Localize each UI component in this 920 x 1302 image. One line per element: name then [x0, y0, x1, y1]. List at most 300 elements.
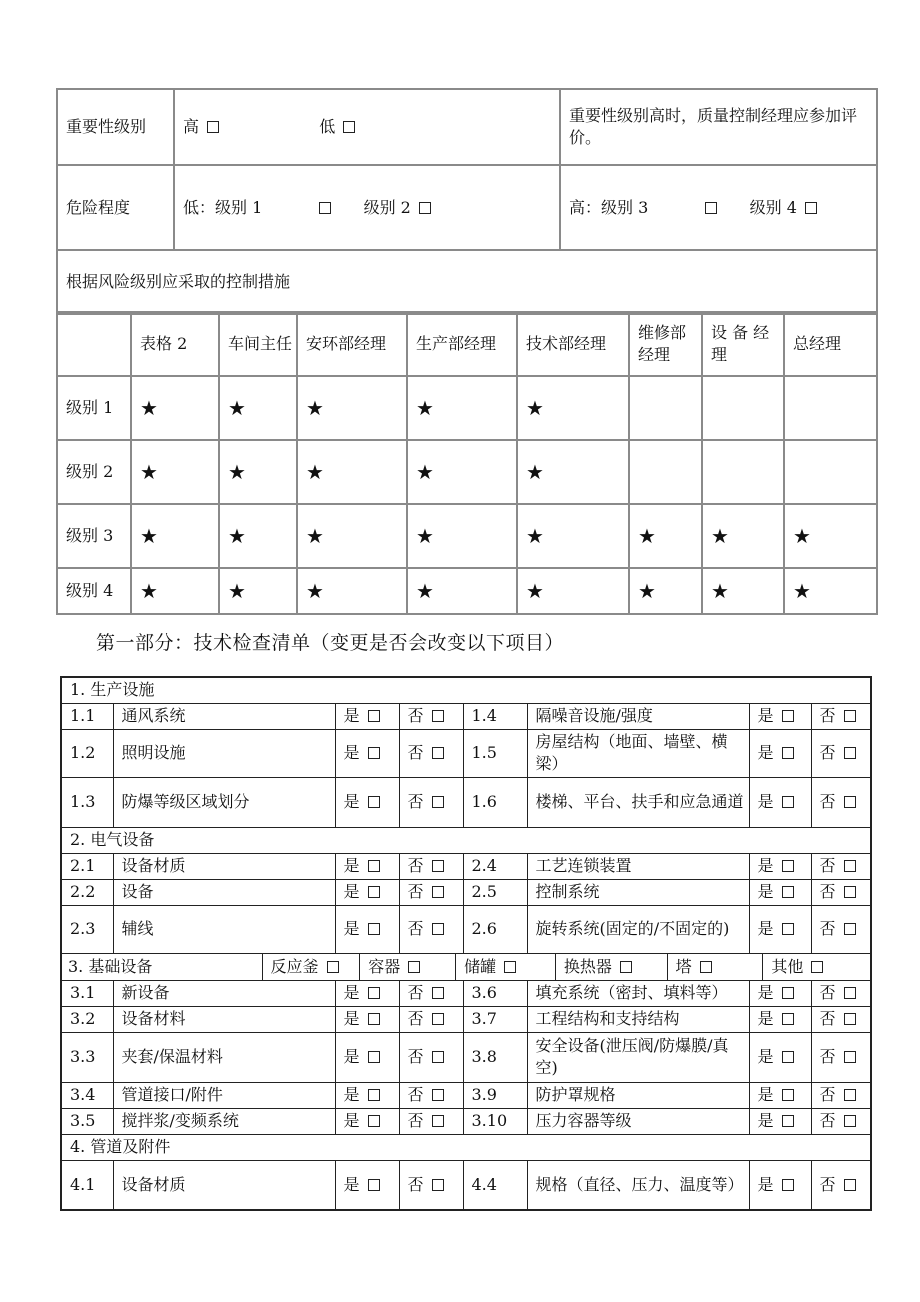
no-cell [399, 703, 463, 729]
yes-label: 是 [757, 1085, 774, 1104]
item-name: 新设备 [113, 980, 335, 1006]
yes-label: 是 [757, 983, 774, 1002]
no-checkbox[interactable] [432, 1179, 444, 1191]
no-cell [811, 879, 871, 905]
no-cell [811, 1108, 871, 1134]
yes-checkbox[interactable] [368, 710, 380, 722]
risk-level-row [57, 504, 877, 568]
yes-label: 是 [757, 743, 774, 762]
no-checkbox[interactable] [844, 1013, 856, 1025]
yes-checkbox[interactable] [368, 747, 380, 759]
importance-label: 重要性级别 [57, 89, 174, 165]
yes-cell [335, 1032, 399, 1082]
risk-level-row [57, 568, 877, 614]
equipment-type-checkbox[interactable] [811, 961, 823, 973]
risk-mark-star: ★ [407, 376, 517, 440]
no-cell [811, 1032, 871, 1082]
importance-note: 重要性级别高时，质量控制经理应参加评价。 [560, 89, 877, 165]
yes-checkbox[interactable] [782, 1115, 794, 1127]
item-number: 1.3 [61, 777, 113, 827]
no-checkbox[interactable] [844, 886, 856, 898]
checklist-row [61, 777, 871, 827]
checklist-row [61, 1032, 871, 1082]
yes-label: 是 [757, 919, 774, 938]
item-name: 搅拌浆/变频系统 [113, 1108, 335, 1134]
item-name: 规格（直径、压力、温度等） [527, 1160, 749, 1210]
no-cell [811, 729, 871, 777]
item-name: 工程结构和支持结构 [527, 1006, 749, 1032]
no-checkbox[interactable] [844, 1089, 856, 1101]
yes-label: 是 [343, 1047, 360, 1066]
equipment-type-row [61, 953, 871, 980]
yes-label: 是 [757, 1174, 774, 1194]
yes-label: 是 [757, 856, 774, 875]
yes-cell [335, 729, 399, 777]
no-label: 否 [407, 1111, 424, 1130]
importance-row [57, 89, 877, 165]
col-header: 设 备 经 理 [702, 312, 784, 376]
col-header: 维修部经理 [629, 312, 702, 376]
risk-mark-star: ★ [517, 504, 629, 568]
risk-mark-star: ★ [219, 568, 297, 614]
equipment-type-option [667, 954, 763, 980]
risk-level-label: 级别 4 [57, 568, 131, 614]
no-label: 否 [407, 882, 424, 901]
item-number: 1.1 [61, 703, 113, 729]
risk-mark-star: ★ [219, 504, 297, 568]
no-label: 否 [819, 882, 836, 901]
yes-label: 是 [343, 706, 360, 725]
importance-options [174, 89, 560, 165]
item-name: 夹套/保温材料 [113, 1032, 335, 1082]
yes-cell [335, 905, 399, 953]
risk-mark-star [784, 440, 877, 504]
item-number: 3.5 [61, 1108, 113, 1134]
item-number: 1.4 [463, 703, 527, 729]
yes-checkbox[interactable] [368, 860, 380, 872]
no-checkbox[interactable] [844, 987, 856, 999]
no-checkbox[interactable] [432, 796, 444, 808]
yes-label: 是 [343, 882, 360, 901]
no-label: 否 [407, 743, 424, 762]
checklist-row [61, 703, 871, 729]
equipment-type-cell [61, 953, 871, 980]
yes-label: 是 [343, 983, 360, 1002]
yes-checkbox[interactable] [782, 860, 794, 872]
risk-mark-star [702, 376, 784, 440]
item-name: 设备 [113, 879, 335, 905]
equipment-type-label: 其他 [771, 956, 804, 976]
col-header: 总经理 [784, 312, 877, 376]
section-header-row [61, 827, 871, 853]
checklist-row [61, 1006, 871, 1032]
yes-checkbox[interactable] [782, 796, 794, 808]
item-number: 2.2 [61, 879, 113, 905]
no-checkbox[interactable] [432, 1013, 444, 1025]
no-cell [399, 1032, 463, 1082]
item-name: 管道接口/附件 [113, 1082, 335, 1108]
section-title: 第一部分：技术检查清单（变更是否会改变以下项目） [96, 632, 565, 654]
equipment-type-option [262, 954, 360, 980]
risk-mark-star: ★ [297, 440, 407, 504]
risk-mark-star [629, 376, 702, 440]
item-number: 4.4 [463, 1160, 527, 1210]
checklist-row [61, 879, 871, 905]
no-checkbox[interactable] [844, 1179, 856, 1191]
risk-mark-star: ★ [407, 568, 517, 614]
col-header: 生产部经理 [407, 312, 517, 376]
item-number: 3.1 [61, 980, 113, 1006]
danger-high-options [560, 165, 877, 250]
risk-mark-star: ★ [297, 376, 407, 440]
item-number: 3.6 [463, 980, 527, 1006]
yes-label: 是 [343, 1174, 360, 1194]
item-number: 3.3 [61, 1032, 113, 1082]
yes-checkbox[interactable] [782, 886, 794, 898]
equipment-type-label: 储罐 [464, 956, 497, 976]
risk-mark-star [702, 440, 784, 504]
equipment-type-label: 塔 [675, 956, 692, 976]
item-number: 3.2 [61, 1006, 113, 1032]
equipment-type-option [359, 954, 455, 980]
item-number: 3.8 [463, 1032, 527, 1082]
danger-high-label: 高：级别 3 [569, 197, 649, 217]
low-checkbox[interactable] [343, 121, 355, 133]
yes-cell [335, 1082, 399, 1108]
risk-mark-star: ★ [297, 568, 407, 614]
risk-level-label: 级别 1 [57, 376, 131, 440]
no-label: 否 [819, 1111, 836, 1130]
grid-header-row [57, 312, 877, 376]
level1-checkbox[interactable] [319, 202, 331, 214]
item-number: 2.6 [463, 905, 527, 953]
yes-checkbox[interactable] [782, 1013, 794, 1025]
item-name: 防护罩规格 [527, 1082, 749, 1108]
yes-checkbox[interactable] [368, 923, 380, 935]
level4-checkbox[interactable] [805, 202, 817, 214]
high-label: 高 [183, 117, 200, 136]
item-number: 3.7 [463, 1006, 527, 1032]
item-name: 防爆等级区域划分 [113, 777, 335, 827]
risk-level-label: 级别 3 [57, 504, 131, 568]
yes-cell [335, 980, 399, 1006]
yes-cell [335, 879, 399, 905]
risk-mark-star [784, 376, 877, 440]
item-name: 房屋结构（地面、墙壁、横梁） [527, 729, 749, 777]
no-cell [399, 1160, 463, 1210]
yes-cell [335, 777, 399, 827]
section-header: 3. 基础设备 [68, 956, 153, 976]
no-cell [811, 1082, 871, 1108]
yes-cell [749, 853, 811, 879]
item-name: 辅线 [113, 905, 335, 953]
item-number: 2.3 [61, 905, 113, 953]
no-label: 否 [407, 919, 424, 938]
checklist-table [60, 676, 872, 1211]
yes-cell [749, 1108, 811, 1134]
yes-cell [335, 1006, 399, 1032]
control-heading: 根据风险级别应采取的控制措施 [57, 250, 877, 314]
checklist-row [61, 905, 871, 953]
danger-row [57, 165, 877, 250]
yes-cell [749, 879, 811, 905]
equipment-type-label: 容器 [368, 956, 401, 976]
item-name: 设备材质 [113, 1160, 335, 1210]
no-label: 否 [819, 706, 836, 725]
yes-label: 是 [343, 792, 360, 811]
risk-level-row [57, 440, 877, 504]
no-checkbox[interactable] [844, 923, 856, 935]
col-header: 技术部经理 [517, 312, 629, 376]
yes-label: 是 [343, 1085, 360, 1104]
item-name: 设备材质 [113, 853, 335, 879]
yes-label: 是 [757, 706, 774, 725]
control-heading-row [57, 250, 877, 314]
no-cell [399, 777, 463, 827]
no-checkbox[interactable] [844, 796, 856, 808]
no-label: 否 [407, 1047, 424, 1066]
danger-low-label: 低：级别 1 [183, 197, 263, 217]
item-name: 隔噪音设施/强度 [527, 703, 749, 729]
risk-mark-star: ★ [407, 440, 517, 504]
yes-label: 是 [343, 743, 360, 762]
no-label: 否 [819, 743, 836, 762]
yes-cell [335, 703, 399, 729]
yes-checkbox[interactable] [782, 1179, 794, 1191]
yes-checkbox[interactable] [782, 747, 794, 759]
no-label: 否 [819, 1085, 836, 1104]
risk-mark-star: ★ [517, 376, 629, 440]
no-checkbox[interactable] [432, 1051, 444, 1063]
yes-label: 是 [343, 1009, 360, 1028]
no-label: 否 [407, 792, 424, 811]
no-cell [811, 1006, 871, 1032]
yes-checkbox[interactable] [782, 1089, 794, 1101]
risk-level-label: 级别 2 [57, 440, 131, 504]
checklist-body [61, 677, 871, 1210]
no-cell [399, 853, 463, 879]
item-number: 3.4 [61, 1082, 113, 1108]
risk-rows [57, 376, 877, 614]
no-label: 否 [407, 1085, 424, 1104]
risk-mark-star: ★ [517, 568, 629, 614]
no-checkbox[interactable] [432, 1089, 444, 1101]
no-label: 否 [407, 1009, 424, 1028]
no-checkbox[interactable] [432, 747, 444, 759]
section-header: 1. 生产设施 [61, 677, 871, 703]
yes-checkbox[interactable] [368, 886, 380, 898]
risk-mark-star: ★ [702, 568, 784, 614]
yes-cell [749, 729, 811, 777]
no-cell [399, 879, 463, 905]
yes-checkbox[interactable] [368, 796, 380, 808]
yes-label: 是 [343, 919, 360, 938]
no-cell [399, 1108, 463, 1134]
equipment-type-checkbox[interactable] [620, 961, 632, 973]
col-header: 表格 2 [131, 312, 219, 376]
item-number: 1.6 [463, 777, 527, 827]
equipment-type-strip [62, 954, 870, 980]
risk-mark-star: ★ [702, 504, 784, 568]
checklist-row [61, 980, 871, 1006]
low-label: 低 [319, 117, 336, 136]
no-label: 否 [407, 983, 424, 1002]
level3-checkbox[interactable] [705, 202, 717, 214]
col-header: 车间主任 [219, 312, 297, 376]
item-number: 1.5 [463, 729, 527, 777]
checklist-row [61, 1108, 871, 1134]
high-checkbox[interactable] [207, 121, 219, 133]
no-checkbox[interactable] [844, 860, 856, 872]
equipment-type-checkbox[interactable] [327, 961, 339, 973]
no-checkbox[interactable] [432, 987, 444, 999]
yes-checkbox[interactable] [368, 1089, 380, 1101]
yes-label: 是 [757, 1111, 774, 1130]
yes-checkbox[interactable] [782, 987, 794, 999]
risk-level-row [57, 376, 877, 440]
risk-mark-star: ★ [517, 440, 629, 504]
equipment-type-option [455, 954, 555, 980]
risk-mark-star: ★ [131, 504, 219, 568]
item-number: 2.4 [463, 853, 527, 879]
danger-label: 危险程度 [57, 165, 174, 250]
item-name: 填充系统（密封、填料等） [527, 980, 749, 1006]
danger-low-options [174, 165, 560, 250]
no-cell [811, 1160, 871, 1210]
yes-checkbox[interactable] [782, 710, 794, 722]
yes-checkbox[interactable] [368, 1013, 380, 1025]
yes-cell [335, 1160, 399, 1210]
no-cell [811, 980, 871, 1006]
risk-mark-star: ★ [219, 440, 297, 504]
item-name: 压力容器等级 [527, 1108, 749, 1134]
risk-mark-star: ★ [407, 504, 517, 568]
risk-level-grid [56, 311, 878, 615]
no-label: 否 [819, 1009, 836, 1028]
yes-cell [749, 1032, 811, 1082]
risk-mark-star [629, 440, 702, 504]
danger-level2-label: 级别 2 [363, 197, 411, 217]
no-checkbox[interactable] [844, 710, 856, 722]
risk-mark-star: ★ [131, 440, 219, 504]
no-label: 否 [819, 1174, 836, 1194]
yes-label: 是 [757, 882, 774, 901]
equipment-type-option [555, 954, 667, 980]
no-label: 否 [819, 792, 836, 811]
item-name: 照明设施 [113, 729, 335, 777]
no-label: 否 [407, 856, 424, 875]
item-number: 2.5 [463, 879, 527, 905]
equipment-type-option [762, 954, 870, 980]
yes-cell [749, 1082, 811, 1108]
checklist-row [61, 853, 871, 879]
item-name: 工艺连锁装置 [527, 853, 749, 879]
risk-mark-star: ★ [131, 376, 219, 440]
yes-label: 是 [757, 1047, 774, 1066]
no-checkbox[interactable] [432, 886, 444, 898]
risk-mark-star: ★ [784, 568, 877, 614]
yes-cell [749, 777, 811, 827]
risk-mark-star: ★ [131, 568, 219, 614]
no-checkbox[interactable] [432, 1115, 444, 1127]
yes-cell [749, 703, 811, 729]
item-number: 3.9 [463, 1082, 527, 1108]
item-name: 安全设备(泄压阀/防爆膜/真空) [527, 1032, 749, 1082]
checklist-row [61, 729, 871, 777]
yes-cell [335, 853, 399, 879]
yes-cell [749, 905, 811, 953]
item-name: 楼梯、平台、扶手和应急通道 [527, 777, 749, 827]
no-cell [811, 905, 871, 953]
risk-mark-star: ★ [784, 504, 877, 568]
checklist-row [61, 1160, 871, 1210]
no-checkbox[interactable] [432, 923, 444, 935]
yes-cell [749, 1006, 811, 1032]
risk-mark-star: ★ [297, 504, 407, 568]
item-name: 控制系统 [527, 879, 749, 905]
section-header-row [61, 677, 871, 703]
yes-checkbox[interactable] [368, 1051, 380, 1063]
no-cell [399, 905, 463, 953]
yes-label: 是 [757, 792, 774, 811]
no-cell [399, 980, 463, 1006]
no-checkbox[interactable] [844, 747, 856, 759]
no-cell [399, 729, 463, 777]
no-label: 否 [819, 856, 836, 875]
item-number: 4.1 [61, 1160, 113, 1210]
level2-checkbox[interactable] [419, 202, 431, 214]
yes-cell [335, 1108, 399, 1134]
no-checkbox[interactable] [844, 1051, 856, 1063]
yes-cell [749, 980, 811, 1006]
yes-checkbox[interactable] [368, 987, 380, 999]
equipment-type-checkbox[interactable] [408, 961, 420, 973]
equipment-type-label: 换热器 [563, 956, 612, 976]
no-cell [811, 703, 871, 729]
risk-mark-star: ★ [629, 504, 702, 568]
no-label: 否 [819, 919, 836, 938]
no-label: 否 [407, 706, 424, 725]
risk-mark-star: ★ [219, 376, 297, 440]
equipment-type-checkbox[interactable] [700, 961, 712, 973]
yes-label: 是 [343, 856, 360, 875]
danger-level4-label: 级别 4 [749, 197, 797, 217]
yes-checkbox[interactable] [368, 1115, 380, 1127]
no-cell [811, 853, 871, 879]
yes-checkbox[interactable] [782, 1051, 794, 1063]
risk-table [56, 88, 878, 315]
yes-label: 是 [757, 1009, 774, 1028]
item-name: 通风系统 [113, 703, 335, 729]
item-number: 3.10 [463, 1108, 527, 1134]
no-checkbox[interactable] [844, 1115, 856, 1127]
item-name: 设备材料 [113, 1006, 335, 1032]
no-label: 否 [819, 1047, 836, 1066]
no-checkbox[interactable] [432, 710, 444, 722]
no-cell [399, 1006, 463, 1032]
yes-cell [749, 1160, 811, 1210]
yes-checkbox[interactable] [368, 1179, 380, 1191]
yes-label: 是 [343, 1111, 360, 1130]
checklist-row [61, 1082, 871, 1108]
equipment-type-checkbox[interactable] [504, 961, 516, 973]
item-number: 1.2 [61, 729, 113, 777]
yes-checkbox[interactable] [782, 923, 794, 935]
no-cell [399, 1082, 463, 1108]
item-number: 2.1 [61, 853, 113, 879]
no-checkbox[interactable] [432, 860, 444, 872]
risk-mark-star: ★ [629, 568, 702, 614]
